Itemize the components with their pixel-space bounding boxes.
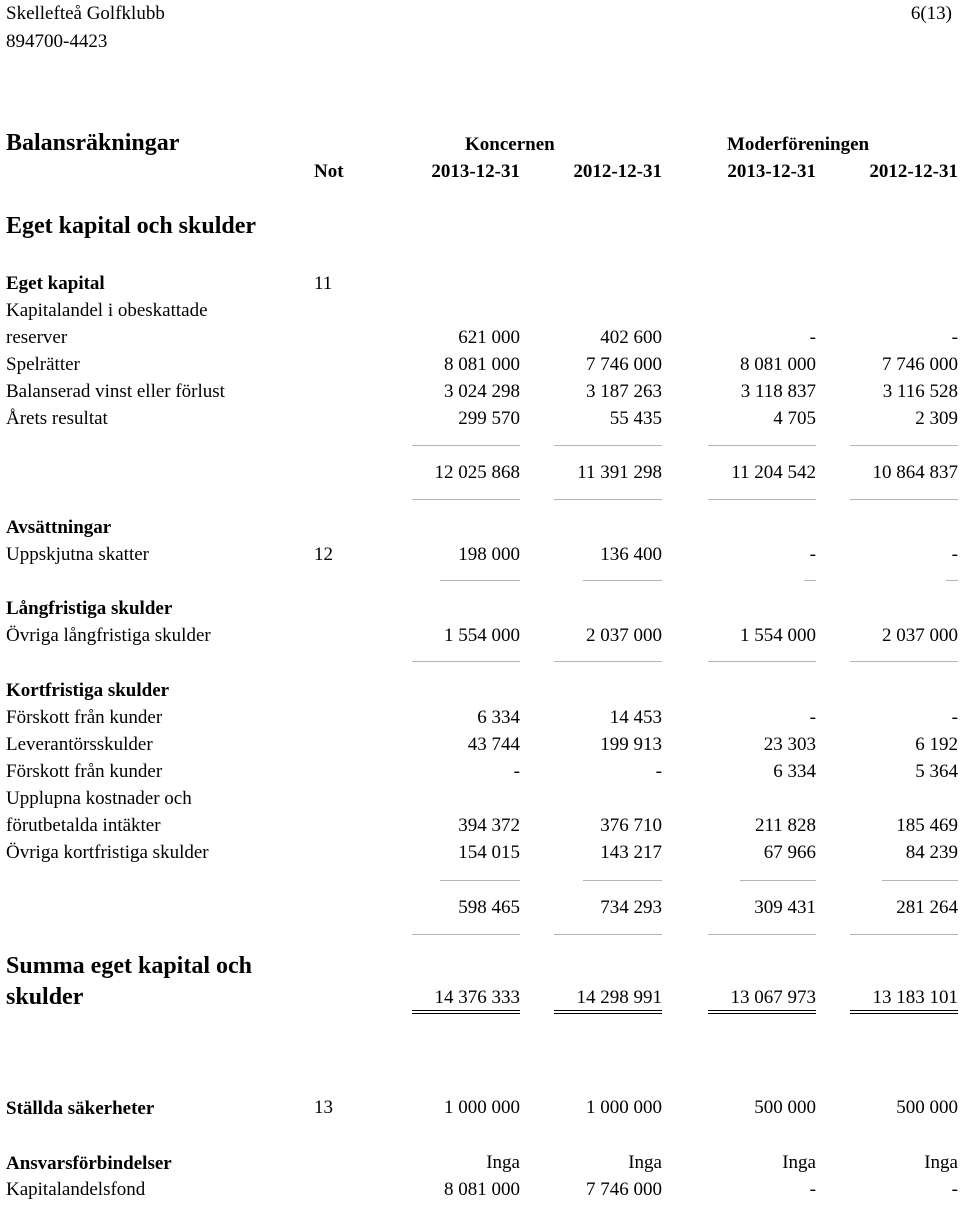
cell-m1: - xyxy=(809,544,816,565)
col-m2: 2012-12-31 xyxy=(869,161,958,182)
cell-k2: 143 217 xyxy=(600,842,662,863)
row-label: reserver xyxy=(6,327,68,348)
cell-m1: 6 334 xyxy=(773,761,816,782)
group-moderforeningen: Moderföreningen xyxy=(727,134,870,155)
total-underline xyxy=(850,1010,958,1011)
rule xyxy=(412,445,520,446)
cell-m2: 2 037 000 xyxy=(882,625,958,646)
cell-k2: 14 453 xyxy=(609,707,662,728)
cell-m1: 4 705 xyxy=(773,408,816,429)
cell-k1: Inga xyxy=(486,1152,520,1173)
total-underline xyxy=(850,1013,958,1014)
cell-k2: Inga xyxy=(628,1152,662,1173)
col-k1: 2013-12-31 xyxy=(431,161,520,182)
sum-m2: 10 864 837 xyxy=(872,462,958,483)
rule xyxy=(583,880,662,881)
summa-m2: 13 183 101 xyxy=(872,987,958,1008)
col-k2: 2012-12-31 xyxy=(573,161,662,182)
rule xyxy=(708,661,816,662)
cell-m2: 3 116 528 xyxy=(882,381,958,402)
cell-k2: 199 913 xyxy=(600,734,662,755)
rule xyxy=(850,445,958,446)
sum-k1: 598 465 xyxy=(458,897,520,918)
total-underline xyxy=(554,1010,662,1011)
cell-m1: 8 081 000 xyxy=(740,354,816,375)
cell-m1: 211 828 xyxy=(754,815,816,836)
rule xyxy=(946,580,958,581)
heading-langfristiga: Långfristiga skulder xyxy=(6,598,173,619)
cell-k2: 376 710 xyxy=(600,815,662,836)
cell-m2: 6 192 xyxy=(915,734,958,755)
sum-k2: 11 391 298 xyxy=(577,462,662,483)
cell-k1: 1 000 000 xyxy=(444,1097,520,1118)
cell-m1: 1 554 000 xyxy=(740,625,816,646)
cell-m2: - xyxy=(951,1179,958,1200)
total-underline xyxy=(412,1013,520,1014)
rule xyxy=(412,661,520,662)
heading-eget-kapital: Eget kapital xyxy=(6,273,105,294)
rule xyxy=(850,661,958,662)
page-title: Balansräkningar xyxy=(6,130,180,156)
summa-label-line2: skulder xyxy=(6,984,84,1010)
cell-m2: 5 364 xyxy=(915,761,958,782)
cell-k1: 198 000 xyxy=(458,544,520,565)
row-label: Övriga långfristiga skulder xyxy=(6,625,211,646)
total-underline xyxy=(708,1010,816,1011)
row-label: Kapitalandel i obeskattade xyxy=(6,300,208,321)
summa-k2: 14 298 991 xyxy=(576,987,662,1008)
heading-kortfristiga: Kortfristiga skulder xyxy=(6,680,170,701)
cell-k2: 136 400 xyxy=(600,544,662,565)
cell-m1: 67 966 xyxy=(763,842,816,863)
cell-m1: 500 000 xyxy=(754,1097,816,1118)
sum-m1: 309 431 xyxy=(754,897,816,918)
cell-m2: - xyxy=(951,707,958,728)
company-name: Skellefteå Golfklubb xyxy=(6,3,165,24)
rule xyxy=(554,934,662,935)
cell-k2: 7 746 000 xyxy=(586,1179,662,1200)
cell-m1: - xyxy=(809,327,816,348)
cell-m2: 185 469 xyxy=(896,815,958,836)
note-ref: 11 xyxy=(314,273,333,294)
cell-m2: 84 239 xyxy=(905,842,958,863)
rule xyxy=(412,934,520,935)
total-underline xyxy=(708,1013,816,1014)
cell-k2: 1 000 000 xyxy=(586,1097,662,1118)
rule xyxy=(583,580,662,581)
row-label: Upplupna kostnader och xyxy=(6,788,192,809)
heading-avsattningar: Avsättningar xyxy=(6,517,112,538)
ansvar-label: Ansvarsförbindelser xyxy=(6,1153,172,1174)
summa-k1: 14 376 333 xyxy=(434,987,520,1008)
rule xyxy=(412,499,520,500)
rule xyxy=(554,661,662,662)
rule xyxy=(804,580,816,581)
rule xyxy=(882,880,958,881)
rule xyxy=(440,580,520,581)
cell-m1: Inga xyxy=(782,1152,816,1173)
rule xyxy=(440,880,520,881)
row-label: förutbetalda intäkter xyxy=(6,815,161,836)
cell-k2: 402 600 xyxy=(600,327,662,348)
rule xyxy=(708,934,816,935)
cell-m2: 500 000 xyxy=(896,1097,958,1118)
cell-m2: 7 746 000 xyxy=(882,354,958,375)
summa-m1: 13 067 973 xyxy=(730,987,816,1008)
row-label: Förskott från kunder xyxy=(6,761,163,782)
rule xyxy=(554,445,662,446)
col-m1: 2013-12-31 xyxy=(727,161,816,182)
summa-label-line1: Summa eget kapital och xyxy=(6,953,252,979)
rule xyxy=(850,499,958,500)
cell-k2: 3 187 263 xyxy=(586,381,662,402)
cell-k1: 8 081 000 xyxy=(444,1179,520,1200)
rule xyxy=(850,934,958,935)
cell-m1: - xyxy=(809,1179,816,1200)
total-underline xyxy=(412,1010,520,1011)
rule xyxy=(740,880,816,881)
rule xyxy=(708,445,816,446)
row-label: Balanserad vinst eller förlust xyxy=(6,381,225,402)
cell-k1: 621 000 xyxy=(458,327,520,348)
rule xyxy=(708,499,816,500)
sum-k1: 12 025 868 xyxy=(434,462,520,483)
group-koncernen: Koncernen xyxy=(465,134,555,155)
cell-k1: 154 015 xyxy=(458,842,520,863)
row-label: Leverantörsskulder xyxy=(6,734,153,755)
page-number: 6(13) xyxy=(910,3,952,24)
cell-m1: 3 118 837 xyxy=(740,381,816,402)
rule xyxy=(554,499,662,500)
cell-k1: 1 554 000 xyxy=(444,625,520,646)
cell-k1: 299 570 xyxy=(458,408,520,429)
sum-k2: 734 293 xyxy=(600,897,662,918)
cell-k1: 3 024 298 xyxy=(444,381,520,402)
cell-k2: 7 746 000 xyxy=(586,354,662,375)
cell-k1: 8 081 000 xyxy=(444,354,520,375)
sum-m2: 281 264 xyxy=(896,897,958,918)
row-label: Kapitalandelsfond xyxy=(6,1179,146,1200)
cell-m1: 23 303 xyxy=(763,734,816,755)
row-label: Spelrätter xyxy=(6,354,80,375)
cell-m2: - xyxy=(951,327,958,348)
cell-k1: 43 744 xyxy=(467,734,520,755)
row-label: Övriga kortfristiga skulder xyxy=(6,842,209,863)
cell-m2: 2 309 xyxy=(915,408,958,429)
cell-k1: 394 372 xyxy=(458,815,520,836)
col-not: Not xyxy=(314,161,344,182)
cell-k1: - xyxy=(513,761,520,782)
cell-k2: - xyxy=(655,761,662,782)
row-label: Årets resultat xyxy=(6,408,108,429)
sum-m1: 11 204 542 xyxy=(731,462,816,483)
section-title: Eget kapital och skulder xyxy=(6,213,257,239)
total-underline xyxy=(554,1013,662,1014)
cell-k2: 2 037 000 xyxy=(586,625,662,646)
cell-k2: 55 435 xyxy=(609,408,662,429)
cell-m2: Inga xyxy=(924,1152,958,1173)
cell-k1: 6 334 xyxy=(477,707,520,728)
note-ref: 12 xyxy=(314,544,333,565)
stallda-label: Ställda säkerheter xyxy=(6,1098,155,1119)
note-ref: 13 xyxy=(314,1097,333,1118)
row-label: Uppskjutna skatter xyxy=(6,544,150,565)
cell-m1: - xyxy=(809,707,816,728)
org-number: 894700-4423 xyxy=(6,31,108,52)
row-label: Förskott från kunder xyxy=(6,707,163,728)
cell-m2: - xyxy=(951,544,958,565)
